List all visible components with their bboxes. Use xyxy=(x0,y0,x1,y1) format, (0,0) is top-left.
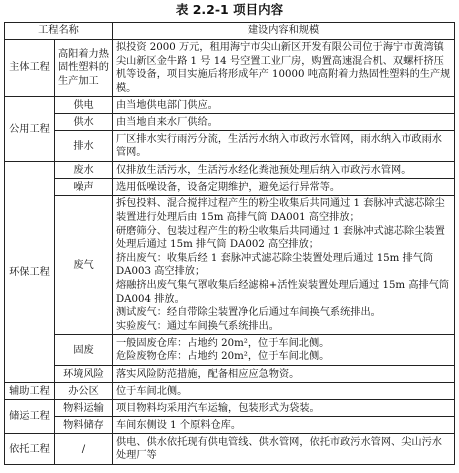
category-depend: 依托工程 xyxy=(5,434,55,465)
header-row xyxy=(5,23,455,40)
content-main: 拟投资 2000 万元，租用海宁市尖山新区开发有限公司位于海宁市黄湾镇尖山新区金牛路 1 号 14 号空置工业厂房，购置高速混合机、双螺杆挤压机等设备，项目实施后将形成年产 10000 吨高附着力热固性塑料的生产规模。 xyxy=(113,40,455,97)
content-depend: 供电、供水依托现有供电管线、供水管网，依托市政污水管网、尖山污水处理厂等 xyxy=(113,434,455,465)
table-row xyxy=(5,131,455,162)
sub-env-risk: 环境风险 xyxy=(55,366,113,383)
sub-noise: 噪声 xyxy=(55,179,113,196)
table-row xyxy=(5,400,455,417)
content-env-risk: 落实风险防范措施，配备相应应急物资。 xyxy=(113,366,455,383)
table-row xyxy=(5,40,455,97)
content-water-supply: 由当地自来水厂供给。 xyxy=(113,114,455,131)
sub-main: 高阳着力热固性塑料的生产加工 xyxy=(55,40,113,97)
gas-line: 测试废气：经自带除尘装置净化后通过车间换气系统排出。 xyxy=(116,307,381,319)
solid-line: 一般固废仓库：占地约 20m²，位于车间北侧。 xyxy=(116,337,330,349)
table-row xyxy=(5,114,455,131)
header-content: 建设内容和规模 xyxy=(113,23,455,40)
category-aux: 辅助工程 xyxy=(5,383,55,400)
gas-line: 实验废气：通过车间换气系统排出。 xyxy=(116,320,279,332)
content-office: 位于车间北侧。 xyxy=(113,383,455,400)
category-utility: 公用工程 xyxy=(5,97,55,162)
gas-line: 研磨筛分、包装过程产生的粉尘收集后共同通过 1 套脉冲式滤芯除尘装置处理后通过 15m 排气筒 DA002 高空排放； xyxy=(116,225,445,251)
table-row xyxy=(5,196,455,335)
sub-office: 办公区 xyxy=(55,383,113,400)
sub-solid-waste: 固废 xyxy=(55,335,113,366)
content-noise: 选用低噪设备，设备定期维护，避免运行异常等。 xyxy=(113,179,455,196)
category-storage: 储运工程 xyxy=(5,400,55,434)
sub-power: 供电 xyxy=(55,97,113,114)
sub-storage: 物料储存 xyxy=(55,417,113,434)
category-env: 环保工程 xyxy=(5,162,55,383)
table-row xyxy=(5,417,455,434)
content-drainage: 厂区排水实行雨污分流，生活污水纳入市政污水管网，雨水纳入市政雨水管网。 xyxy=(113,131,455,162)
content-storage: 车间东侧设 1 个原料仓库。 xyxy=(113,417,455,434)
table-row xyxy=(5,335,455,366)
content-transport: 项目物料均采用汽车运输，包装形式为袋装。 xyxy=(113,400,455,417)
table-row xyxy=(5,383,455,400)
solid-line: 危险废物仓库：占地约 20m²，位于车间北侧。 xyxy=(116,351,330,363)
table-row xyxy=(5,179,455,196)
content-waste-gas xyxy=(113,196,455,335)
table-row xyxy=(5,162,455,179)
sub-depend: / xyxy=(55,434,113,465)
sub-drainage: 排水 xyxy=(55,131,113,162)
sub-waste-gas: 废气 xyxy=(55,196,113,335)
content-solid-waste xyxy=(113,335,455,366)
gas-line: 拆包投料、混合搅拌过程产生的粉尘收集后共同通过 1 套脉冲式滤芯除尘装置进行处理后由 15m 高排气筒 DA001 高空排放； xyxy=(116,198,445,223)
sub-water-supply: 供水 xyxy=(55,114,113,131)
sub-transport: 物料运输 xyxy=(55,400,113,417)
content-power: 由当地供电部门供应。 xyxy=(113,97,455,114)
content-wastewater: 仅排放生活污水，生活污水经化粪池预处理后纳入市政污水管网。 xyxy=(113,162,455,179)
header-project-name: 工程名称 xyxy=(5,23,113,40)
sub-wastewater: 废水 xyxy=(55,162,113,179)
category-main: 主体工程 xyxy=(5,40,55,97)
table-row xyxy=(5,97,455,114)
table-caption: 表 2.2-1 项目内容 xyxy=(175,2,284,17)
table-row xyxy=(5,434,455,465)
gas-line: 挤出废气：收集后经 1 套脉冲式滤芯除尘装置处理后通过 15m 排气筒 DA003 高空排放； xyxy=(116,252,434,278)
table-row xyxy=(5,366,455,383)
project-content-table xyxy=(4,22,455,465)
gas-line: 熔融挤出废气集气罩收集后经滤棉+活性炭装置处理后通过 15m 高排气筒 DA004 排放。 xyxy=(116,279,450,305)
